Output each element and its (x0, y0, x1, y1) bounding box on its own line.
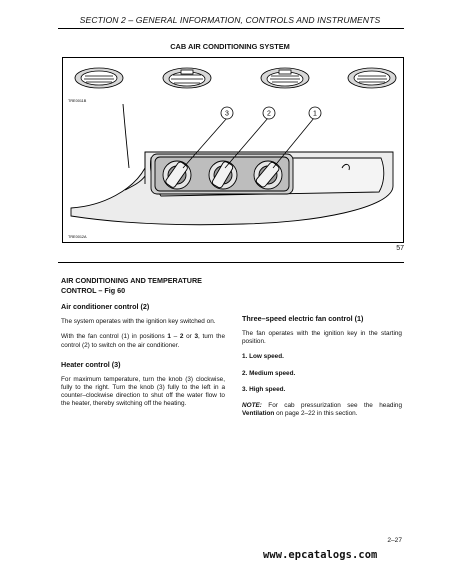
position-2: 2 (179, 333, 184, 341)
note-ventilation: Ventilation (242, 410, 275, 418)
watermark: www.epcatalogs.com (263, 549, 378, 561)
speed-medium: 2. Medium speed. (242, 369, 296, 377)
heater-knob (163, 161, 191, 189)
speed-high: 3. High speed. (242, 385, 286, 393)
cab-ac-illustration (63, 58, 405, 244)
header-rule (58, 28, 404, 29)
ac-paragraph-2 (61, 333, 225, 349)
callout-1: 1 (313, 110, 317, 118)
vent-3 (261, 68, 309, 88)
left-column (61, 276, 225, 416)
note-paragraph (242, 402, 402, 418)
figure-illustration (62, 57, 404, 243)
ac-paragraph-1: The system operates with the ignition key switched on. (61, 318, 216, 326)
position-sep: – (170, 333, 180, 341)
section-header: SECTION 2 – GENERAL INFORMATION, CONTROLS AND INSTRUMENTS (79, 15, 381, 25)
heater-control-heading: Heater control (3) (61, 359, 121, 369)
position-3: 3 (194, 333, 198, 341)
ac-para2-end: , turn the control (2) to switch on the air conditioner. (61, 333, 226, 349)
note-text-end: on page 2–22 in this section. (274, 410, 358, 418)
figure-code-top: TRE0011B (68, 99, 87, 103)
page-number: 2–27 (387, 537, 402, 544)
vent-2 (163, 68, 211, 88)
callout-2: 2 (267, 110, 271, 118)
control-panel (151, 154, 293, 194)
section-rule (58, 262, 404, 263)
ac-para2-text: With the fan control (1) in positions (61, 333, 168, 341)
fan-paragraph: The fan operates with the ignition key in the starting position. (242, 330, 402, 346)
vent-4 (348, 68, 396, 88)
speed-low: 1. Low speed. (242, 353, 284, 361)
vent-1 (75, 68, 123, 88)
callout-3: 3 (225, 110, 229, 118)
ac-knob (209, 161, 237, 189)
note-text: For cab pressurization see the heading (261, 402, 402, 410)
figure-code-bottom: TRE0012A (68, 235, 87, 239)
ac-control-heading: Air conditioner control (2) (61, 302, 150, 312)
right-column (242, 314, 402, 425)
figure-number: 57 (396, 245, 404, 252)
fan-knob (254, 161, 282, 189)
position-1: 1 (167, 333, 171, 341)
vent-row (75, 68, 396, 88)
note-label: NOTE: (242, 402, 262, 410)
heater-paragraph: For maximum temperature, turn the knob (3) clockwise, fully to the right. Turn the knob (3) fully to the left in a counter–clockwise direction to shut off the water flow to the heater, thereby switching off the heating. (61, 375, 225, 408)
main-heading: AIR CONDITIONING AND TEMPERATURE CONTROL – Fig 60 (61, 276, 202, 295)
fan-control-heading: Three–speed electric fan control (1) (242, 314, 364, 323)
position-or: or (183, 333, 195, 341)
figure-title: CAB AIR CONDITIONING SYSTEM (170, 42, 290, 51)
